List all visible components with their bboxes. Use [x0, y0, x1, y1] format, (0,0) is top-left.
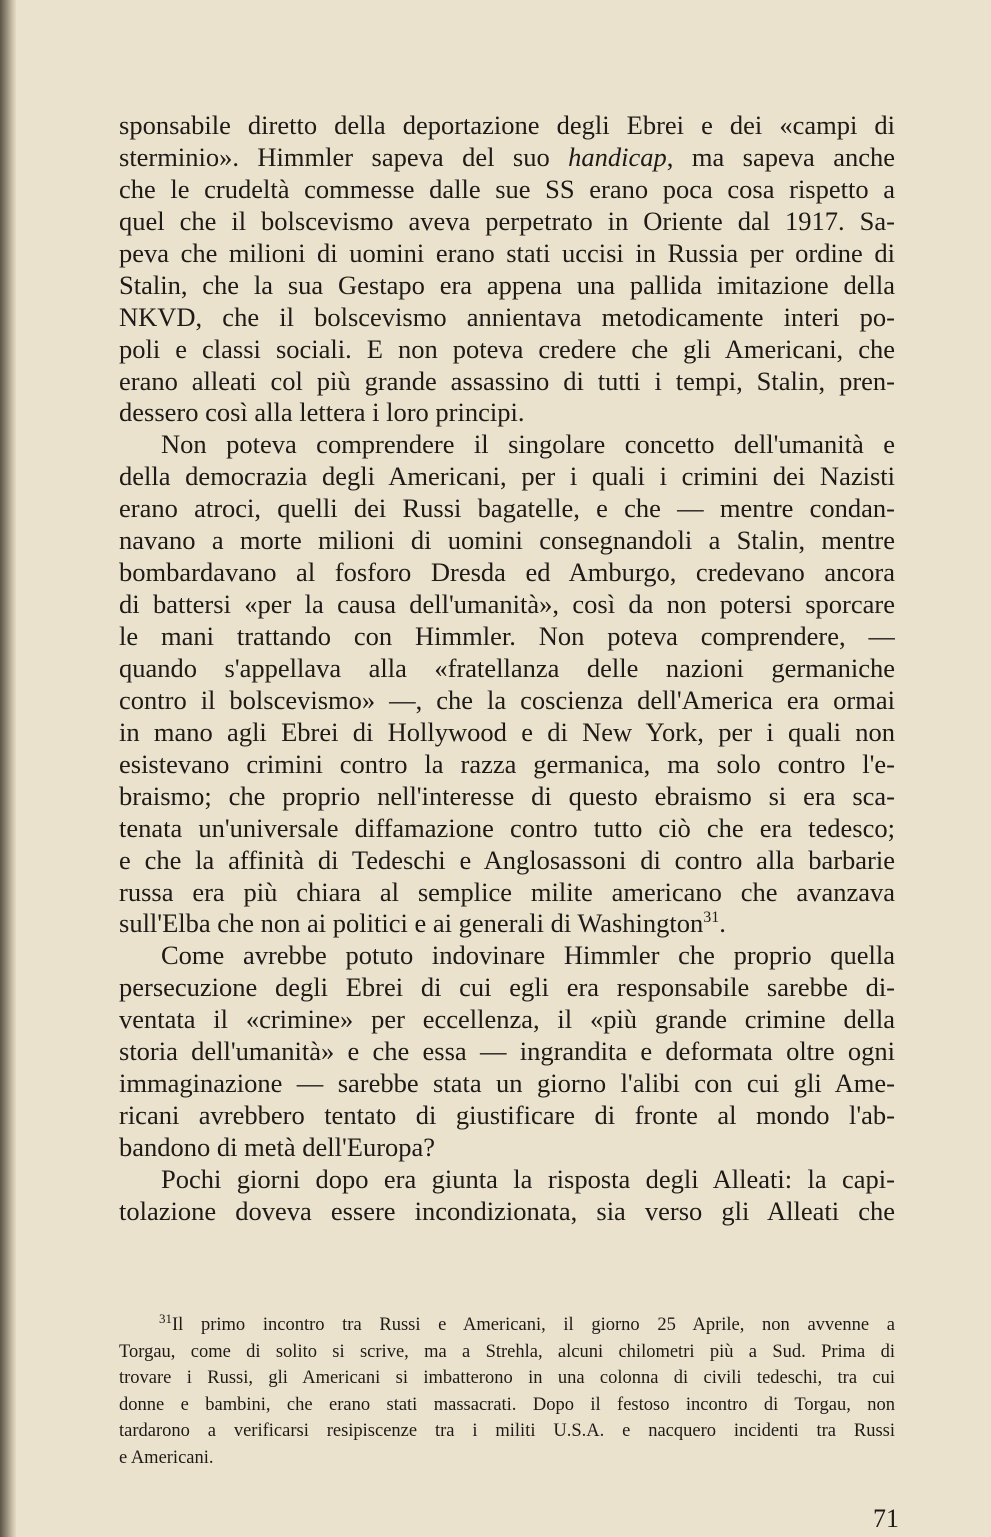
text-line: di battersi «per la causa dell'umanità», così da non potersi sporcare	[119, 589, 895, 620]
footnote-line	[119, 1312, 895, 1339]
text-line: braismo; che proprio nell'interesse di questo ebraismo si era sca-	[119, 780, 895, 811]
text-line: dessero così alla lettera i loro principi.	[119, 397, 525, 428]
text-line: che le crudeltà commesse dalle sue SS erano poca cosa rispetto a	[119, 173, 895, 204]
text-segment: .	[719, 908, 726, 939]
text-line: tenata un'universale diffamazione contro tutto ciò che era tedesco;	[119, 812, 895, 843]
text-line: russa era più chiara al semplice milite americano che avanzava	[119, 876, 895, 907]
text-line: erano atroci, quelli dei Russi bagatelle, e che — mentre condan-	[119, 493, 895, 524]
text-line: ricani avrebbero tentato di giustificare di fronte al mondo l'ab-	[119, 1100, 895, 1131]
footnote-line: Torgau, come di solito si scrive, ma a Strehla, alcuni chilometri più a Sud. Prima di	[119, 1341, 895, 1362]
text-segment: Il primo incontro tra Russi e Americani, il giorno 25 Aprile, non avvenne a	[172, 1315, 895, 1335]
footnote-line: donne e bambini, che erano stati massacrati. Dopo il festoso incontro di Torgau, non	[119, 1394, 895, 1415]
text-line: Stalin, che la sua Gestapo era appena una pallida imitazione della	[119, 269, 895, 300]
text-line: sponsabile diretto della deportazione degli Ebrei e dei «campi di	[119, 110, 895, 140]
text-line: navano a morte milioni di uomini consegnandoli a Stalin, mentre	[119, 525, 895, 556]
text-line: tolazione doveva essere incondizionata, sia verso gli Alleati che	[119, 1195, 895, 1226]
text-segment: sull'Elba che non ai politici e ai generali di Washington	[119, 908, 704, 939]
book-page	[119, 0, 895, 1537]
footnote	[119, 1312, 895, 1471]
body-text	[119, 110, 895, 1228]
text-line: erano alleati col più grande assassino di tutti i tempi, Stalin, pren-	[119, 365, 895, 396]
page-number: 71	[873, 1504, 899, 1533]
text-line: quando s'appellava alla «fratellanza delle nazioni germaniche	[119, 652, 895, 683]
text-segment: sterminio». Himmler sapeva del suo	[119, 141, 569, 172]
text-line: Non poteva comprendere il singolare concetto dell'umanità e	[161, 429, 895, 460]
book-binding-shadow	[0, 0, 16, 1537]
footnote-line: e Americani.	[119, 1447, 214, 1468]
text-line: NKVD, che il bolscevismo annientava metodicamente interi po-	[119, 301, 895, 332]
text-line: in mano agli Ebrei di Hollywood e di New York, per i quali non	[119, 716, 895, 747]
text-line: immaginazione — sarebbe stata un giorno l'alibi con cui gli Ame-	[119, 1068, 895, 1099]
text-line: contro il bolscevismo» —, che la coscienza dell'America era ormai	[119, 684, 895, 715]
text-line: e che la affinità di Tedeschi e Anglosassoni di contro alla barbarie	[119, 844, 895, 875]
footnote-line: tardarono a verificarsi resipiscenze tra i militi U.S.A. e nacquero incidenti tra Russi	[119, 1421, 895, 1441]
footnote-line: trovare i Russi, gli Americani si imbatterono in una colonna di civili tedeschi, tra cui	[119, 1368, 895, 1388]
text-line: poli e classi sociali. E non poteva credere che gli Americani, che	[119, 333, 895, 364]
text-line	[119, 142, 895, 174]
text-segment: , ma sapeva anche	[666, 141, 895, 172]
text-line: le mani trattando con Himmler. Non poteva comprendere, —	[119, 621, 895, 651]
text-line: Pochi giorni dopo era giunta la risposta degli Alleati: la capi-	[161, 1163, 895, 1194]
footnote-number: 31	[159, 1312, 172, 1326]
text-line: della democrazia degli Americani, per i quali i crimini dei Nazisti	[119, 461, 895, 492]
text-line: peva che milioni di uomini erano stati uccisi in Russia per ordine di	[119, 237, 895, 268]
text-line: Come avrebbe potuto indovinare Himmler che proprio quella	[161, 940, 895, 971]
text-line: bandono di metà dell'Europa?	[119, 1132, 436, 1162]
text-line: quel che il bolscevismo aveva perpetrato in Oriente dal 1917. Sa-	[119, 205, 895, 236]
footnote-reference: 31	[703, 909, 720, 927]
text-line: bombardavano al fosforo Dresda ed Amburgo, credevano ancora	[119, 557, 895, 588]
text-line: storia dell'umanità» e che essa — ingrandita e deformata oltre ogni	[119, 1036, 895, 1067]
italic-term: handicap	[568, 141, 667, 172]
text-line: persecuzione degli Ebrei di cui egli era responsabile sarebbe di-	[119, 972, 895, 1003]
text-line	[119, 908, 895, 940]
text-line: esistevano crimini contro la razza germanica, ma solo contro l'e-	[119, 748, 895, 779]
text-line: ventata il «crimine» per eccellenza, il «più grande crimine della	[119, 1004, 895, 1035]
